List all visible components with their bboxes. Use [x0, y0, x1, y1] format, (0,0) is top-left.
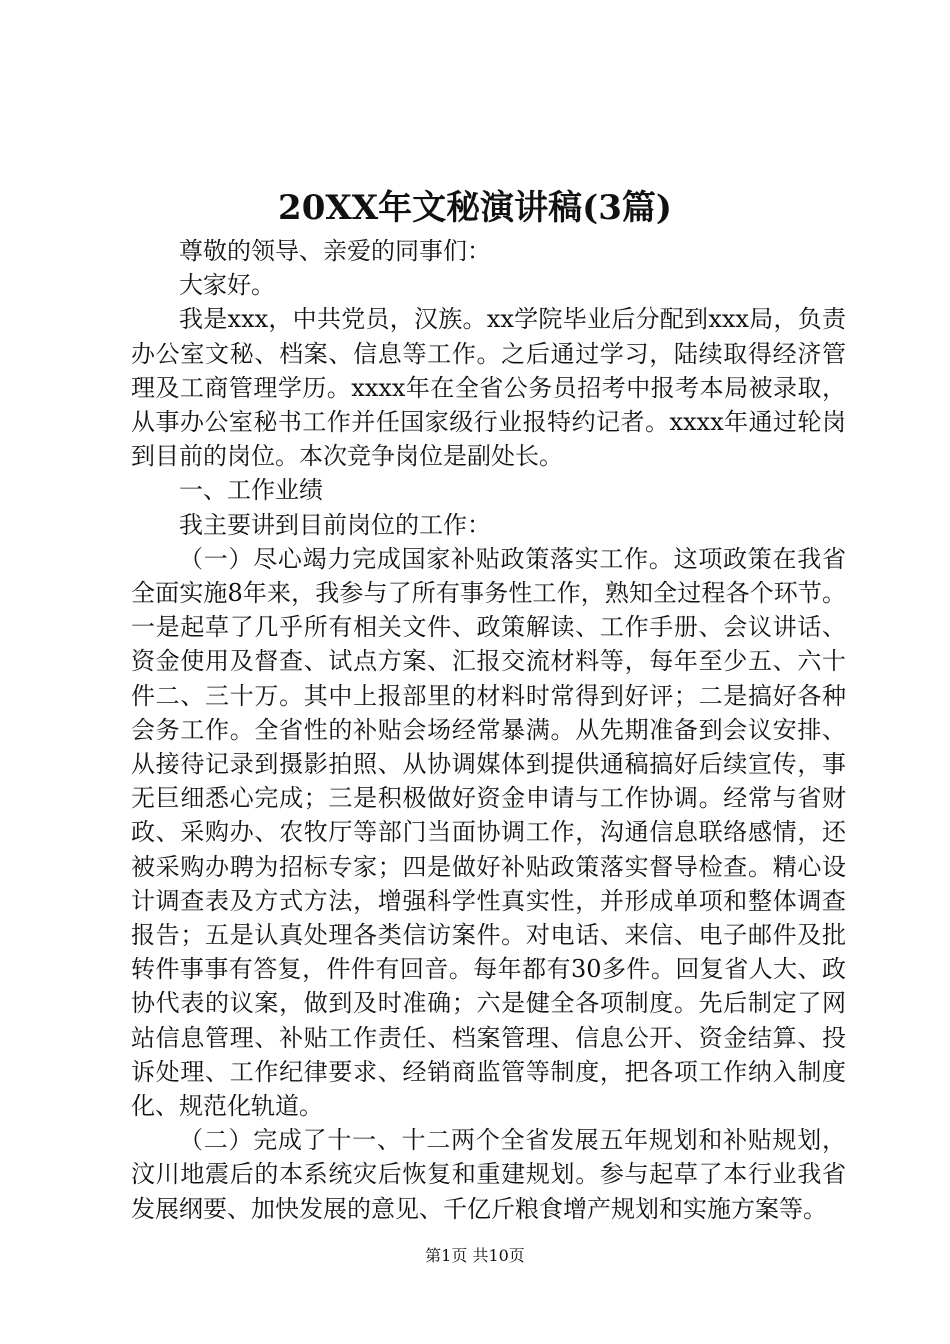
document-body: [131, 234, 846, 1226]
greeting: 大家好。: [179, 271, 275, 300]
intro-paragraph: 我是xxx，中共党员，汉族。xx学院毕业后分配到xxx局，负责办公室文秘、档案、信息等工作。之后通过学习，陆续取得经济管理及工商管理学历。xxxx年在全省公务员招考中报考本局被录取，从事办公室秘书工作并任国家级行业报特约记者。xxxx年通过轮岗到目前的岗位。本次竞争岗位是副处长。: [131, 305, 846, 471]
section-heading: 一、工作业绩: [179, 476, 323, 505]
achievement-paragraph-2: （二）完成了十一、十二两个全省发展五年规划和补贴规划，汶川地震后的本系统灾后恢复和重建规划。参与起草了本行业我省发展纲要、加快发展的意见、千亿斤粮食增产规划和实施方案等。: [131, 1126, 846, 1223]
salutation: 尊敬的领导、亲爱的同事们：: [179, 237, 491, 265]
achievement-paragraph-1: （一）尽心竭力完成国家补贴政策落实工作。这项政策在我省全面实施8年来，我参与了所有事务性工作，熟知全过程各个环节。一是起草了几乎所有相关文件、政策解读、工作手册、会议讲话、资金使用及督查、试点方案、汇报交流材料等，每年至少五、六十件二、三十万。其中上报部里的材料时常得到好评；二是搞好各种会务工作。全省性的补贴会场经常暴满。从先期准备到会议安排、从接待记录到摄影拍照、从协调媒体到提供通稿搞好后续宣传，事无巨细悉心完成；三是积极做好资金申请与工作协调。经常与省财政、采购办、农牧厅等部门当面协调工作，沟通信息联络感情，还被采购办聘为招标专家；四是做好补贴政策落实督导检查。精心设计调查表及方式方法，增强科学性真实性，并形成单项和整体调查报告；五是认真处理各类信访案件。对电话、来信、电子邮件及批转件事事有答复，件件有回音。每年都有30多件。回复省人大、政协代表的议案，做到及时准确；六是健全各项制度。先后制定了网站信息管理、补贴工作责任、档案管理、信息公开、资金结算、投诉处理、工作纪律要求、经销商监管等制度，把各项工作纳入制度化、规范化轨道。: [131, 544, 846, 1121]
page-footer: 第1页 共10页: [425, 1246, 525, 1265]
document-title: 20XX年文秘演讲稿(3篇): [278, 188, 672, 228]
section-lead: 我主要讲到目前岗位的工作：: [179, 510, 491, 539]
